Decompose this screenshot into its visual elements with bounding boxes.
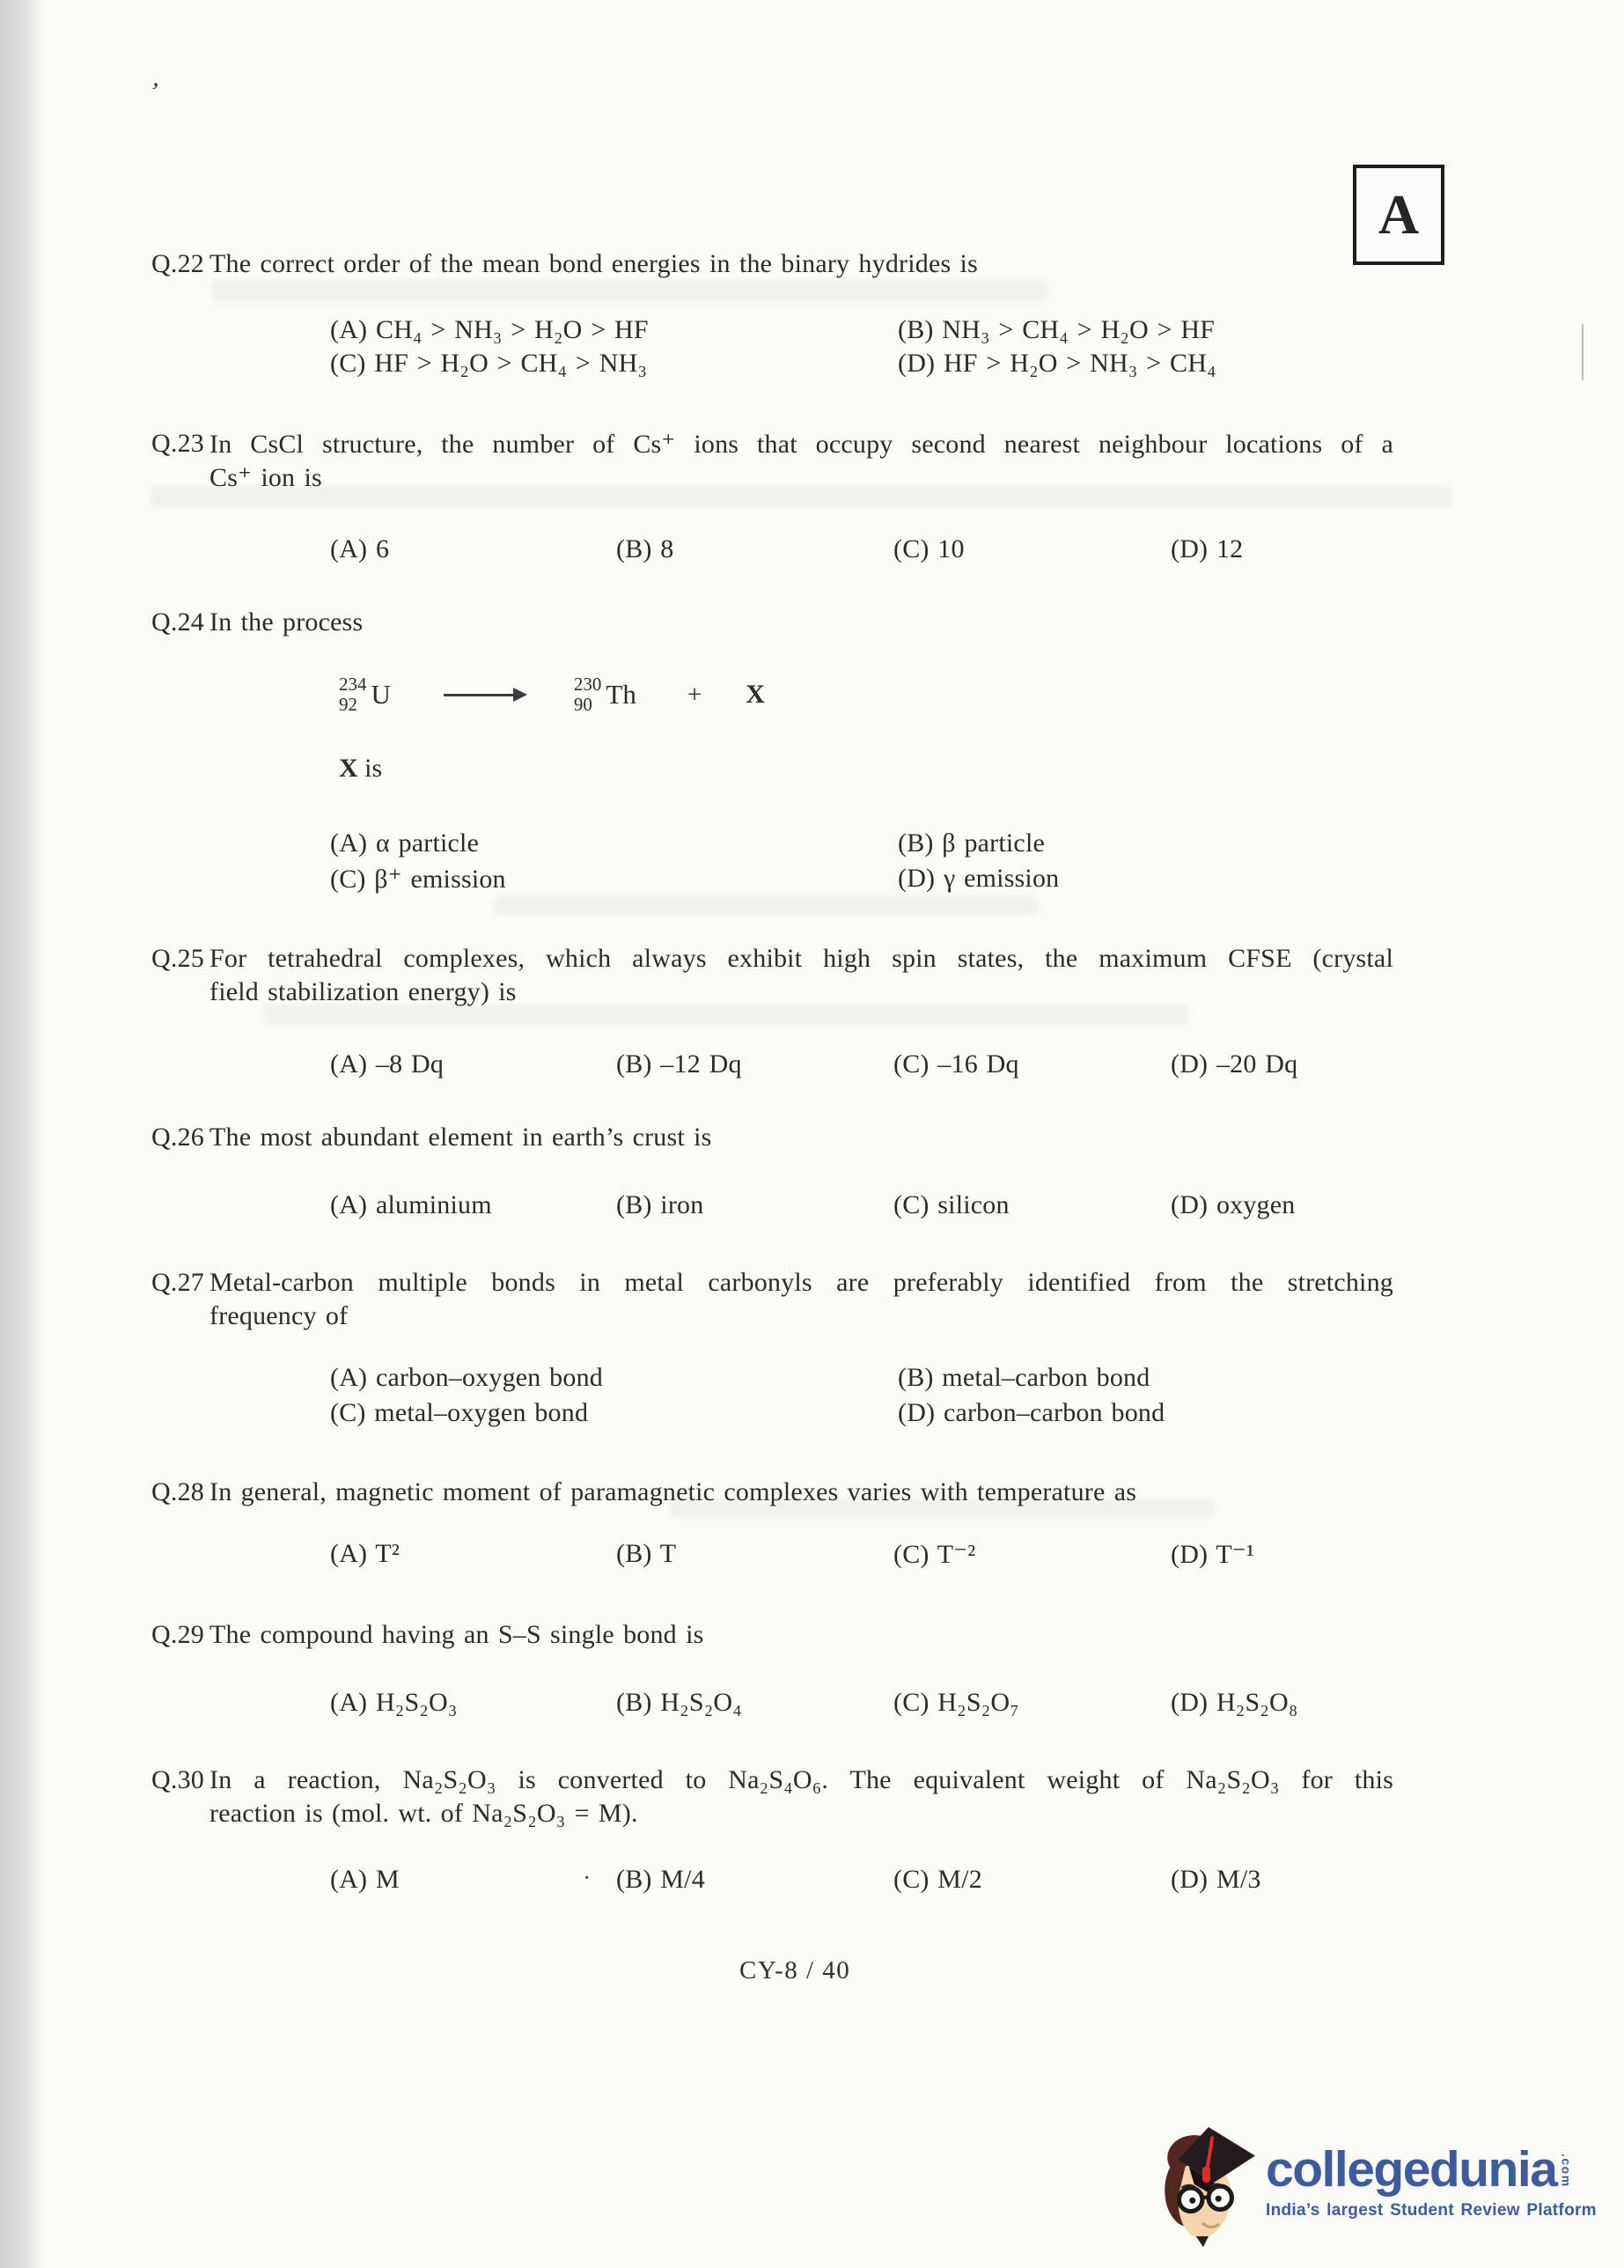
option-d: (D) H₂S₂O₈: [1171, 1688, 1298, 1717]
question-text: For tetrahedral complexes, which always exhibit high spin states, the maximum CFSE (crystal: [209, 944, 1393, 973]
atomic-number: 92: [339, 694, 357, 715]
option-b: (B) β particle: [898, 828, 1045, 858]
scan-artifact: [493, 896, 1039, 916]
question-number: Q.28: [151, 1477, 204, 1506]
scan-edge-shadow: [0, 0, 44, 2268]
stray-pen-mark: ’: [146, 77, 162, 107]
atomic-number: 90: [573, 694, 592, 715]
option-c: (C) 10: [893, 534, 965, 563]
collegedunia-logo: [1153, 2101, 1611, 2264]
unknown-species: X: [746, 680, 765, 709]
option-c: (C) silicon: [893, 1190, 1010, 1219]
option-c: (C) H₂S₂O₇: [893, 1688, 1019, 1717]
option-a: (A) –8 Dq: [330, 1049, 445, 1079]
question-text: In a reaction, Na₂S₂O₃ is converted to Na₂S₄O₆. The equivalent weight of Na₂S₂O₃ for this: [209, 1765, 1393, 1794]
question-text: field stabilization energy) is: [209, 977, 517, 1006]
scan-artifact: [211, 280, 1047, 303]
scan-artifact: [1582, 324, 1584, 380]
option-b: (B) metal–carbon bond: [898, 1363, 1150, 1392]
question-number: Q.26: [151, 1123, 204, 1152]
option-c: (C) metal–oxygen bond: [330, 1398, 589, 1427]
element-symbol: U: [371, 679, 391, 710]
question-number: Q.25: [151, 944, 204, 973]
option-a: (A) α particle: [330, 828, 480, 858]
plus-sign: +: [687, 680, 702, 709]
option-a: (A) H₂S₂O₃: [330, 1688, 458, 1717]
question-text: Metal-carbon multiple bonds in metal carbonyls are preferably identified from the stretching: [209, 1268, 1393, 1297]
paper-set-label: A: [1378, 183, 1420, 246]
option-d: (D) 12: [1171, 534, 1244, 563]
unknown-species: X: [339, 754, 358, 783]
question-text: The most abundant element in earth’s crust is: [209, 1123, 712, 1152]
collegedunia-mascot-icon: [1153, 2109, 1260, 2257]
option-c: (C) β⁺ emission: [330, 865, 506, 894]
option-b: (B) T: [616, 1539, 677, 1568]
question-text: In the process: [209, 608, 364, 637]
question-text: X is: [339, 754, 383, 783]
option-d: (D) T⁻¹: [1171, 1540, 1255, 1569]
option-d: (D) –20 Dq: [1171, 1049, 1298, 1079]
option-a: (A) M: [330, 1865, 400, 1894]
question-text: In CsCl structure, the number of Cs⁺ ions that occupy second nearest neighbour locations of a: [209, 430, 1393, 459]
option-b: (B) 8: [616, 534, 674, 563]
question-text: In general, magnetic moment of paramagnetic complexes varies with temperature as: [209, 1477, 1137, 1506]
option-a: (A) carbon–oxygen bond: [330, 1363, 603, 1392]
option-a: (A) CH₄ > NH₃ > H₂O > HF: [330, 315, 649, 344]
question-number: Q.27: [151, 1268, 204, 1297]
option-a: (A) aluminium: [330, 1190, 492, 1219]
question-number: Q.23: [151, 429, 204, 458]
question-text: The correct order of the mean bond energies in the binary hydrides is: [209, 249, 978, 278]
scan-dot-artifact: ·: [583, 1865, 592, 1892]
element-symbol: Th: [606, 679, 636, 710]
question-number: Q.24: [151, 608, 204, 637]
option-d: (D) γ emission: [898, 864, 1060, 893]
option-a: (A) T²: [330, 1539, 400, 1568]
product-nuclide: [574, 674, 636, 715]
question-text: reaction is (mol. wt. of Na₂S₂O₃ = M).: [209, 1799, 638, 1828]
brand-wordmark: collegedunia: [1266, 2140, 1557, 2198]
mass-number: 230: [573, 674, 602, 695]
option-b: (B) H₂S₂O₄: [616, 1688, 742, 1717]
option-c: (C) M/2: [893, 1865, 982, 1894]
question-number: Q.30: [151, 1765, 204, 1794]
option-c: (C) –16 Dq: [893, 1049, 1019, 1079]
reactant-nuclide: [339, 674, 391, 715]
question-text: Cs⁺ ion is: [209, 463, 322, 492]
option-b: (B) NH₃ > CH₄ > H₂O > HF: [898, 315, 1216, 344]
option-c: (C) HF > H₂O > CH₄ > NH₃: [330, 349, 648, 378]
nuclear-reaction-equation: [339, 657, 765, 733]
option-a: (A) 6: [330, 534, 390, 563]
option-b: (B) M/4: [616, 1865, 705, 1894]
option-b: (B) iron: [616, 1190, 704, 1219]
option-d: (D) carbon–carbon bond: [898, 1398, 1165, 1427]
option-d: (D) oxygen: [1171, 1190, 1296, 1219]
brand-domain-suffix: .com: [1559, 2153, 1574, 2188]
mass-number: 234: [339, 674, 367, 695]
option-b: (B) –12 Dq: [616, 1049, 742, 1079]
option-c: (C) T⁻²: [893, 1540, 976, 1569]
option-d: (D) HF > H₂O > NH₃ > CH₄: [898, 349, 1216, 378]
option-d: (D) M/3: [1171, 1865, 1261, 1894]
page-footer-code: CY-8 / 40: [739, 1956, 851, 1984]
question-number: Q.29: [151, 1620, 204, 1649]
question-text: The compound having an S–S single bond is: [209, 1620, 704, 1649]
question-text: frequency of: [209, 1301, 349, 1330]
brand-tagline: India’s largest Student Review Platform: [1266, 2200, 1597, 2220]
reaction-arrow-icon: [444, 694, 525, 696]
question-number: Q.22: [151, 249, 204, 278]
